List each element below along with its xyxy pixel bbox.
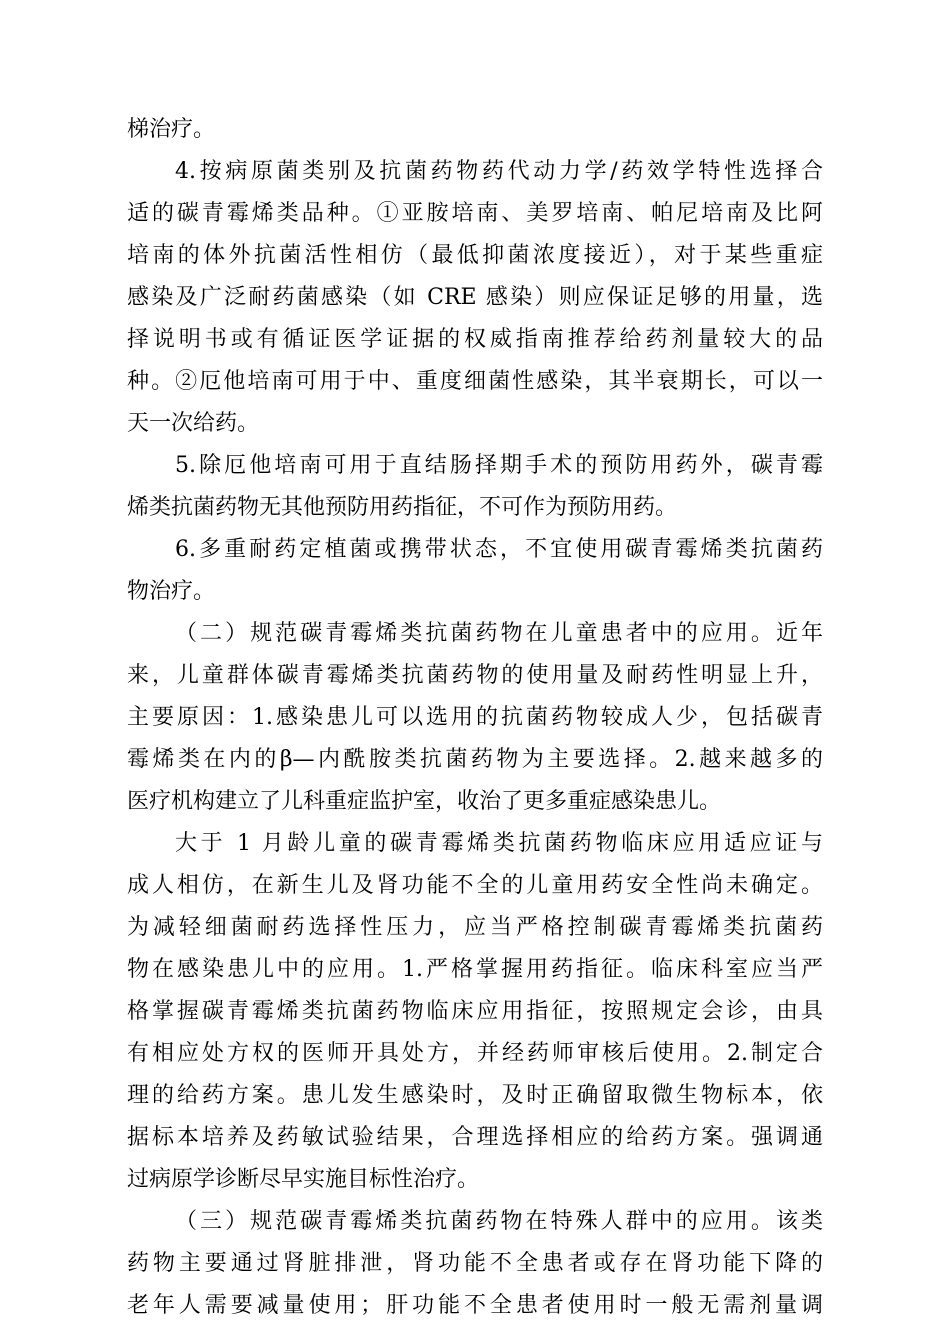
text-line: 过病原学诊断尽早实施目标性治疗。 bbox=[127, 1167, 480, 1192]
text-line: 物在感染患儿中的应用。1.严格掌握用药指征。临床科室应当严 bbox=[127, 957, 823, 982]
text-line: 理的给药方案。患儿发生感染时，及时正确留取微生物标本，依 bbox=[127, 1083, 823, 1108]
text-line: 天一次给药。 bbox=[127, 411, 260, 436]
text-line: 物治疗。 bbox=[127, 579, 216, 604]
text-line: 适的碳青霉烯类品种。①亚胺培南、美罗培南、帕尼培南及比阿 bbox=[127, 201, 823, 226]
text-line: 主要原因：1.感染患儿可以选用的抗菌药物较成人少，包括碳青 bbox=[127, 705, 823, 730]
text-line: 4.按病原菌类别及抗菌药物药代动力学/药效学特性选择合 bbox=[175, 159, 823, 184]
text-line: 格掌握碳青霉烯类抗菌药物临床应用指征，按照规定会诊，由具 bbox=[127, 999, 823, 1024]
text-line: 有相应处方权的医师开具处方，并经药师审核后使用。2.制定合 bbox=[127, 1041, 823, 1066]
text-line: 感染及广泛耐药菌感染（如 CRE 感染）则应保证足够的用量，选 bbox=[127, 285, 823, 310]
text-line: 来，儿童群体碳青霉烯类抗菌药物的使用量及耐药性明显上升， bbox=[127, 663, 823, 688]
text-line: 择说明书或有循证医学证据的权威指南推荐给药剂量较大的品 bbox=[127, 327, 823, 352]
text-line: 老年人需要减量使用；肝功能不全患者使用时一般无需剂量调 bbox=[127, 1293, 823, 1318]
text-line: 霉烯类在内的β—内酰胺类抗菌药物为主要选择。2.越来越多的 bbox=[127, 747, 823, 772]
text-line: 医疗机构建立了儿科重症监护室，收治了更多重症感染患儿。 bbox=[127, 789, 722, 814]
text-line: 大于 1 月龄儿童的碳青霉烯类抗菌药物临床应用适应证与 bbox=[175, 831, 823, 856]
text-line: （三）规范碳青霉烯类抗菌药物在特殊人群中的应用。该类 bbox=[175, 1209, 823, 1234]
text-line: 6.多重耐药定植菌或携带状态，不宜使用碳青霉烯类抗菌药 bbox=[175, 537, 823, 562]
text-line: （二）规范碳青霉烯类抗菌药物在儿童患者中的应用。近年 bbox=[175, 621, 823, 646]
text-line: 成人相仿，在新生儿及肾功能不全的儿童用药安全性尚未确定。 bbox=[127, 873, 823, 898]
text-line: 5.除厄他培南可用于直结肠择期手术的预防用药外，碳青霉 bbox=[175, 453, 823, 478]
text-line: 培南的体外抗菌活性相仿（最低抑菌浓度接近），对于某些重症 bbox=[127, 243, 823, 268]
text-line: 药物主要通过肾脏排泄，肾功能不全患者或存在肾功能下降的 bbox=[127, 1251, 823, 1276]
text-line: 烯类抗菌药物无其他预防用药指征，不可作为预防用药。 bbox=[127, 495, 678, 520]
text-line: 据标本培养及药敏试验结果，合理选择相应的给药方案。强调通 bbox=[127, 1125, 823, 1150]
text-line: 梯治疗。 bbox=[127, 117, 216, 142]
text-line: 为减轻细菌耐药选择性压力，应当严格控制碳青霉烯类抗菌药 bbox=[127, 915, 823, 940]
text-line: 种。②厄他培南可用于中、重度细菌性感染，其半衰期长，可以一 bbox=[127, 369, 823, 394]
